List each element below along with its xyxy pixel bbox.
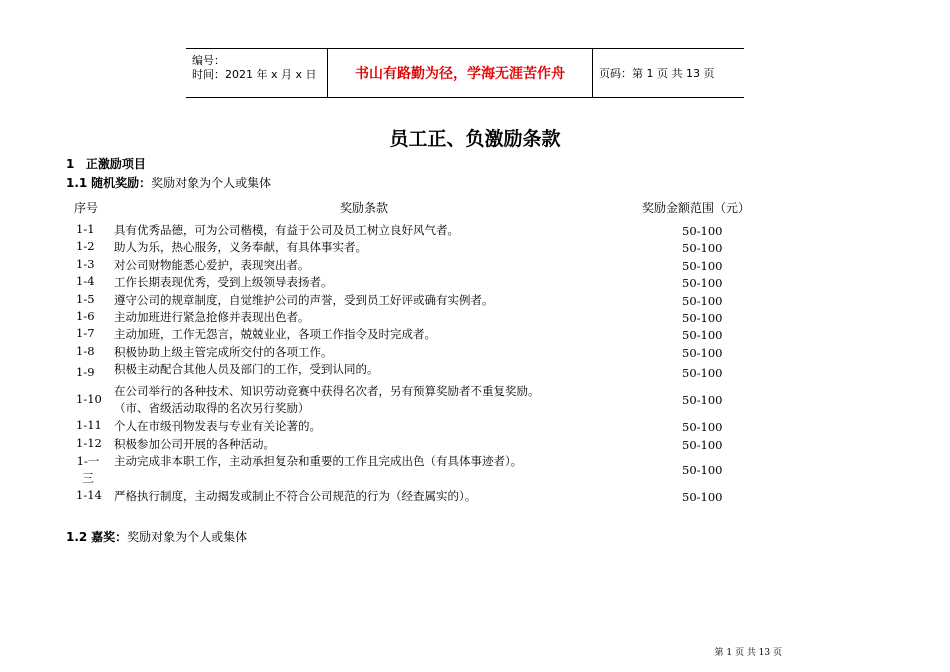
row-no: 1-3 [76,256,95,271]
row-amount: 50-100 [682,241,723,256]
table-row [0,239,950,256]
section-1-2-heading [66,528,247,545]
time-label: 时间：2021 年 x 月 x 日 [192,68,317,81]
section-1-1-number: 1.1 [66,176,88,190]
row-amount: 50-100 [682,437,723,452]
row-amount: 50-100 [682,328,723,343]
row-text: 主动加班进行紧急抢修并表现出色者。 [114,309,310,324]
row-no: 1-10 [76,392,102,407]
row-no: 1-14 [76,487,102,502]
row-amount: 50-100 [682,366,723,381]
section-1-title: 正激励项目 [85,157,146,171]
row-text: 积极参加公司开展的各种活动。 [114,436,275,451]
header-amount: 奖励金额范围（元） [642,201,751,215]
page-header [186,48,744,98]
row-amount: 50-100 [682,345,723,360]
header-no: 序号 [74,201,99,215]
table-row [0,418,950,435]
row-no: 1-4 [76,274,95,289]
row-amount: 50-100 [682,276,723,291]
row-no: 1-6 [76,308,95,323]
table-row [0,257,950,274]
table-row [0,436,950,453]
section-1-2-desc: 奖励对象为个人或集体 [127,530,248,544]
table-row [0,222,950,239]
row-text: 主动加班，工作无怨言，兢兢业业，各项工作指令及时完成者。 [114,327,436,342]
row-amount: 50-100 [682,462,723,477]
section-1-2-title: 嘉奖： [91,530,128,544]
section-1-1-title: 随机奖励： [91,176,152,190]
row-no: 1-7 [76,326,95,341]
page-footer: 第 1 页 共 13 页 [714,648,782,658]
reward-table [0,222,950,505]
row-text: 积极主动配合其他人员及部门的工作，受到认同的。 [114,362,379,377]
row-text: 对公司财物能悉心爱护，表现突出者。 [114,257,310,272]
table-row [0,361,950,383]
row-amount: 50-100 [682,393,723,408]
table-row [0,326,950,343]
row-amount: 50-100 [682,489,723,504]
number-label: 编号： [192,54,225,67]
row-text: 严格执行制度，主动揭发或制止不符合公司规范的行为（经查属实的）。 [114,488,477,503]
row-no: 1-11 [76,418,102,433]
row-amount: 50-100 [682,310,723,325]
row-no: 1-1 [76,222,95,236]
section-1-2-number: 1.2 [66,530,88,544]
row-text: 积极协助上级主管完成所交付的各项工作。 [114,344,333,359]
section-1-number: 1 [66,157,75,171]
table-row [0,383,950,418]
header-meta [186,49,328,97]
table-row [0,292,950,309]
table-row [0,344,950,361]
header-clause: 奖励条款 [340,201,389,215]
row-text: 主动完成非本职工作，主动承担复杂和重要的工作且完成出色（有具体事迹者）。 [114,453,523,468]
row-no: 1-9 [76,365,95,380]
row-text: 工作长期表现优秀，受到上级领导表扬者。 [114,275,333,290]
row-amount: 50-100 [682,224,723,238]
header-page-info: 页码：第 1 页 共 13 页 [599,67,715,80]
table-row [0,453,950,488]
row-text: 个人在市级刊物发表与专业有关论著的。 [114,419,321,434]
row-amount: 50-100 [682,420,723,435]
table-row [0,274,950,291]
row-amount: 50-100 [682,258,723,273]
row-text: 遵守公司的规章制度，自觉维护公司的声誉，受到员工好评或确有实例者。 [114,292,494,307]
row-text: 在公司举行的各种技术、知识劳动竞赛中获得名次者，另有预算奖励者不重复奖励。 （市、省级活动取得的名次另行奖励） [114,384,540,416]
row-amount: 50-100 [682,293,723,308]
row-text: 助人为乐，热心服务，义务奉献，有具体事实者。 [114,240,367,255]
section-1-heading [66,155,146,172]
row-no: 1-5 [76,291,95,306]
table-row [0,488,950,505]
section-1-1-heading [66,174,271,191]
header-slogan: 书山有路勤为径，学海无涯苦作舟 [328,49,593,97]
row-no: 1-2 [76,239,95,254]
table-row [0,309,950,326]
row-no: 1-8 [76,343,95,358]
section-1-1-desc: 奖励对象为个人或集体 [151,176,272,190]
row-text: 具有优秀品德，可为公司楷模，有益于公司及员工树立良好风气者。 [114,223,459,237]
row-no: 1-12 [76,435,102,450]
row-no: 1-一 三 [76,453,100,485]
document-title: 员工正、负激励条款 [389,128,561,150]
